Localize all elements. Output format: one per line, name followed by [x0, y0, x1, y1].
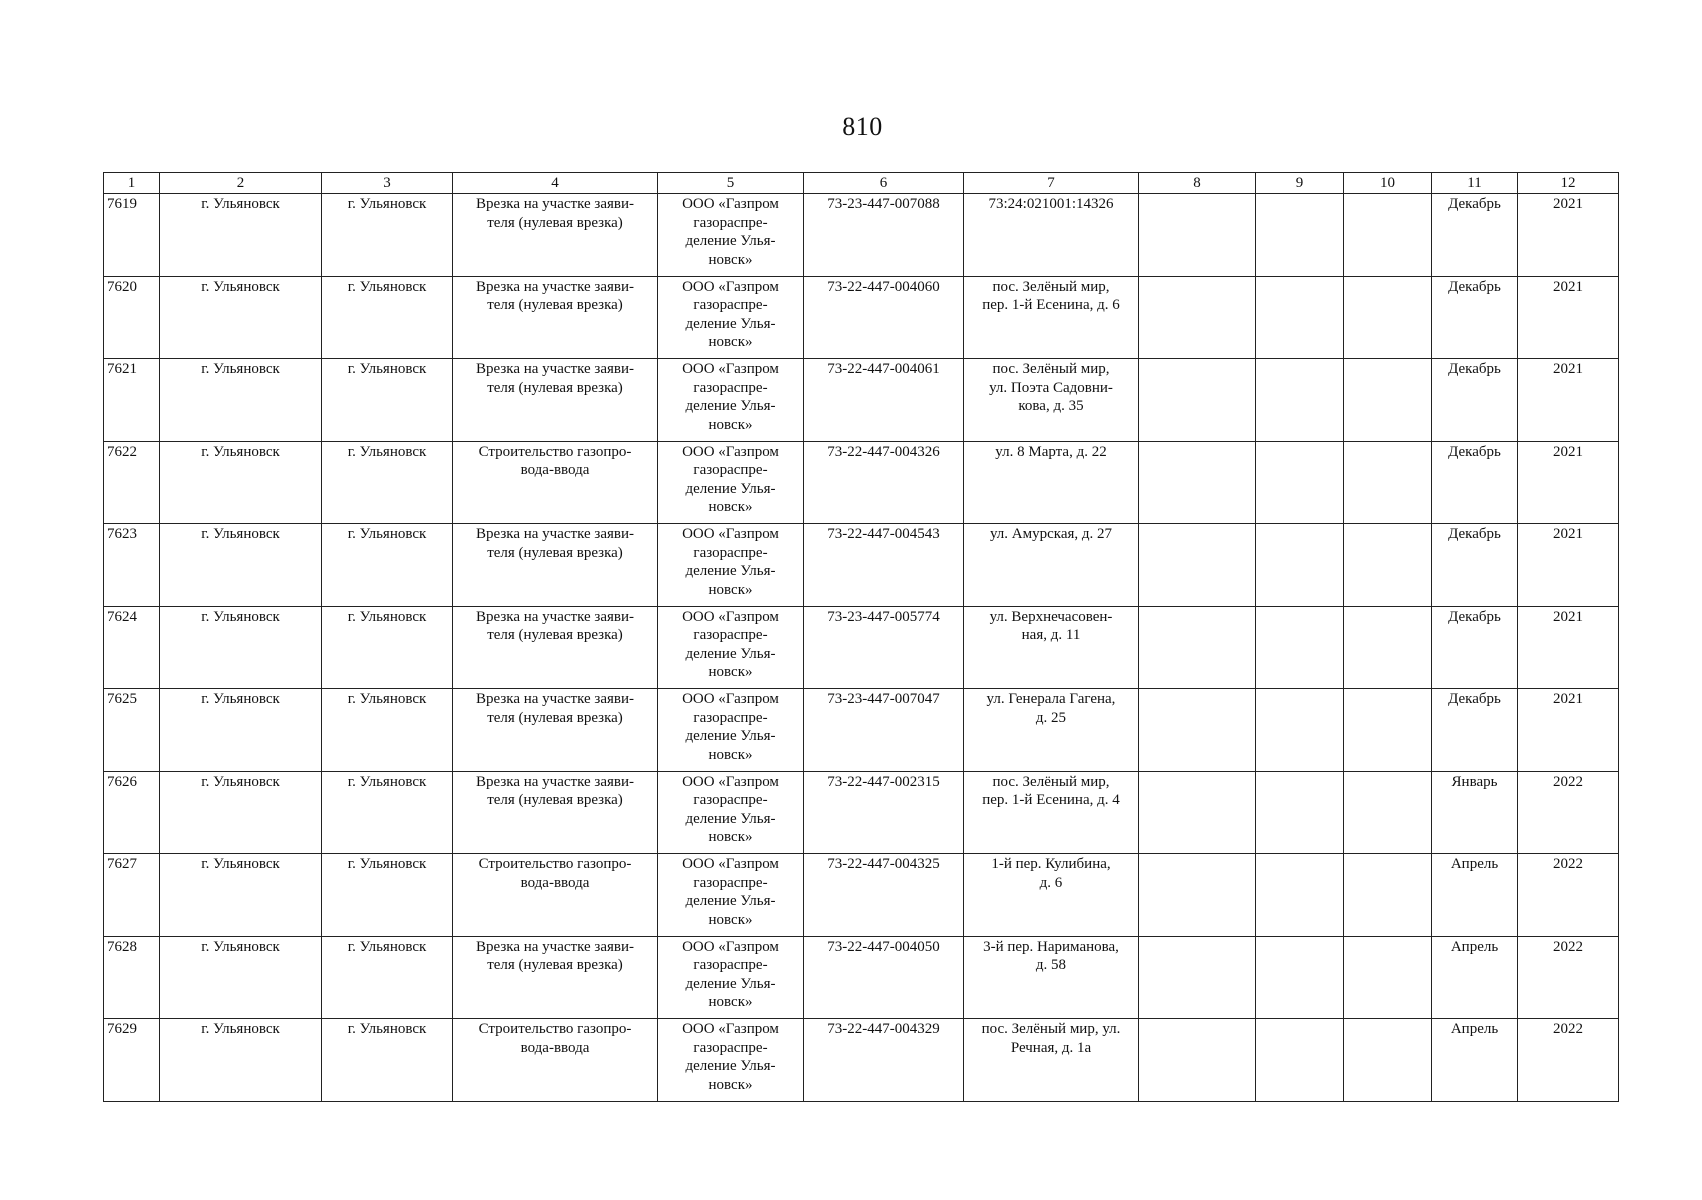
settlement-cell: г. Ульяновск [322, 276, 453, 359]
municipality-cell: г. Ульяновск [160, 276, 322, 359]
month-cell: Декабрь [1432, 359, 1518, 442]
settlement-cell: г. Ульяновск [322, 771, 453, 854]
address-cell: пос. Зелёный мир, ул. Поэта Садовни- кова, д. 35 [964, 359, 1139, 442]
year-cell: 2021 [1518, 276, 1619, 359]
work-type-cell: Строительство газопро- вода-ввода [453, 441, 658, 524]
column-header: 9 [1256, 173, 1344, 194]
table-row [104, 441, 1619, 524]
empty-cell [1256, 524, 1344, 607]
empty-cell [1139, 771, 1256, 854]
empty-cell [1344, 194, 1432, 277]
settlement-cell: г. Ульяновск [322, 359, 453, 442]
address-cell: ул. Генерала Гагена, д. 25 [964, 689, 1139, 772]
month-cell: Апрель [1432, 936, 1518, 1019]
table-row [104, 194, 1619, 277]
empty-cell [1139, 606, 1256, 689]
row-number: 7620 [104, 276, 160, 359]
year-cell: 2021 [1518, 524, 1619, 607]
empty-cell [1344, 936, 1432, 1019]
column-header: 2 [160, 173, 322, 194]
work-type-cell: Врезка на участке заяви- теля (нулевая врезка) [453, 194, 658, 277]
organization-cell: ООО «Газпром газораспре- деление Улья- новск» [658, 441, 804, 524]
row-number: 7621 [104, 359, 160, 442]
empty-cell [1344, 854, 1432, 937]
year-cell: 2022 [1518, 1019, 1619, 1102]
row-number: 7629 [104, 1019, 160, 1102]
year-cell: 2021 [1518, 441, 1619, 524]
application-number-cell: 73-23-447-005774 [804, 606, 964, 689]
empty-cell [1256, 359, 1344, 442]
municipality-cell: г. Ульяновск [160, 359, 322, 442]
application-number-cell: 73-22-447-004326 [804, 441, 964, 524]
empty-cell [1139, 276, 1256, 359]
row-number: 7625 [104, 689, 160, 772]
application-number-cell: 73-22-447-004050 [804, 936, 964, 1019]
settlement-cell: г. Ульяновск [322, 689, 453, 772]
empty-cell [1139, 854, 1256, 937]
work-type-cell: Врезка на участке заяви- теля (нулевая врезка) [453, 936, 658, 1019]
year-cell: 2021 [1518, 359, 1619, 442]
table-row [104, 359, 1619, 442]
application-number-cell: 73-22-447-004061 [804, 359, 964, 442]
municipality-cell: г. Ульяновск [160, 689, 322, 772]
empty-cell [1344, 524, 1432, 607]
application-number-cell: 73-22-447-004325 [804, 854, 964, 937]
month-cell: Январь [1432, 771, 1518, 854]
empty-cell [1256, 276, 1344, 359]
settlement-cell: г. Ульяновск [322, 606, 453, 689]
empty-cell [1139, 441, 1256, 524]
organization-cell: ООО «Газпром газораспре- деление Улья- новск» [658, 936, 804, 1019]
table-body [104, 194, 1619, 1102]
address-cell: пос. Зелёный мир, пер. 1-й Есенина, д. 4 [964, 771, 1139, 854]
table-row [104, 524, 1619, 607]
month-cell: Апрель [1432, 854, 1518, 937]
organization-cell: ООО «Газпром газораспре- деление Улья- новск» [658, 524, 804, 607]
municipality-cell: г. Ульяновск [160, 854, 322, 937]
column-header: 5 [658, 173, 804, 194]
table-row [104, 936, 1619, 1019]
work-type-cell: Врезка на участке заяви- теля (нулевая врезка) [453, 359, 658, 442]
empty-cell [1344, 359, 1432, 442]
address-cell: ул. 8 Марта, д. 22 [964, 441, 1139, 524]
work-type-cell: Врезка на участке заяви- теля (нулевая врезка) [453, 771, 658, 854]
year-cell: 2021 [1518, 194, 1619, 277]
work-type-cell: Строительство газопро- вода-ввода [453, 854, 658, 937]
column-header: 3 [322, 173, 453, 194]
address-cell: ул. Верхнечасовен- ная, д. 11 [964, 606, 1139, 689]
empty-cell [1344, 771, 1432, 854]
organization-cell: ООО «Газпром газораспре- деление Улья- новск» [658, 276, 804, 359]
application-number-cell: 73-22-447-002315 [804, 771, 964, 854]
column-header: 12 [1518, 173, 1619, 194]
empty-cell [1256, 194, 1344, 277]
row-number: 7624 [104, 606, 160, 689]
work-type-cell: Врезка на участке заяви- теля (нулевая врезка) [453, 276, 658, 359]
month-cell: Апрель [1432, 1019, 1518, 1102]
column-header: 7 [964, 173, 1139, 194]
table-row [104, 1019, 1619, 1102]
organization-cell: ООО «Газпром газораспре- деление Улья- новск» [658, 1019, 804, 1102]
application-number-cell: 73-23-447-007088 [804, 194, 964, 277]
row-number: 7627 [104, 854, 160, 937]
table-row [104, 606, 1619, 689]
address-cell: пос. Зелёный мир, пер. 1-й Есенина, д. 6 [964, 276, 1139, 359]
year-cell: 2022 [1518, 854, 1619, 937]
work-type-cell: Врезка на участке заяви- теля (нулевая врезка) [453, 524, 658, 607]
organization-cell: ООО «Газпром газораспре- деление Улья- новск» [658, 606, 804, 689]
empty-cell [1256, 606, 1344, 689]
organization-cell: ООО «Газпром газораспре- деление Улья- новск» [658, 771, 804, 854]
column-header: 8 [1139, 173, 1256, 194]
municipality-cell: г. Ульяновск [160, 1019, 322, 1102]
month-cell: Декабрь [1432, 689, 1518, 772]
settlement-cell: г. Ульяновск [322, 524, 453, 607]
month-cell: Декабрь [1432, 524, 1518, 607]
settlement-cell: г. Ульяновск [322, 441, 453, 524]
row-number: 7619 [104, 194, 160, 277]
application-number-cell: 73-22-447-004329 [804, 1019, 964, 1102]
address-cell: 1-й пер. Кулибина, д. 6 [964, 854, 1139, 937]
organization-cell: ООО «Газпром газораспре- деление Улья- новск» [658, 854, 804, 937]
work-type-cell: Врезка на участке заяви- теля (нулевая врезка) [453, 689, 658, 772]
address-cell: пос. Зелёный мир, ул. Речная, д. 1а [964, 1019, 1139, 1102]
year-cell: 2021 [1518, 606, 1619, 689]
column-header: 11 [1432, 173, 1518, 194]
municipality-cell: г. Ульяновск [160, 524, 322, 607]
empty-cell [1256, 771, 1344, 854]
empty-cell [1256, 936, 1344, 1019]
settlement-cell: г. Ульяновск [322, 854, 453, 937]
table-row [104, 276, 1619, 359]
settlement-cell: г. Ульяновск [322, 1019, 453, 1102]
address-cell: 3-й пер. Нариманова, д. 58 [964, 936, 1139, 1019]
empty-cell [1139, 194, 1256, 277]
year-cell: 2022 [1518, 936, 1619, 1019]
column-header: 4 [453, 173, 658, 194]
data-table [103, 172, 1619, 1102]
page-number: 810 [842, 112, 883, 141]
work-type-cell: Врезка на участке заяви- теля (нулевая врезка) [453, 606, 658, 689]
empty-cell [1344, 689, 1432, 772]
column-header: 1 [104, 173, 160, 194]
month-cell: Декабрь [1432, 194, 1518, 277]
organization-cell: ООО «Газпром газораспре- деление Улья- новск» [658, 194, 804, 277]
empty-cell [1344, 606, 1432, 689]
row-number: 7626 [104, 771, 160, 854]
address-cell: 73:24:021001:14326 [964, 194, 1139, 277]
month-cell: Декабрь [1432, 441, 1518, 524]
column-header: 10 [1344, 173, 1432, 194]
empty-cell [1139, 359, 1256, 442]
municipality-cell: г. Ульяновск [160, 194, 322, 277]
empty-cell [1256, 441, 1344, 524]
column-header: 6 [804, 173, 964, 194]
empty-cell [1139, 524, 1256, 607]
settlement-cell: г. Ульяновск [322, 936, 453, 1019]
empty-cell [1256, 1019, 1344, 1102]
empty-cell [1344, 1019, 1432, 1102]
row-number: 7622 [104, 441, 160, 524]
table-row [104, 689, 1619, 772]
table-row [104, 771, 1619, 854]
empty-cell [1344, 276, 1432, 359]
row-number: 7623 [104, 524, 160, 607]
year-cell: 2021 [1518, 689, 1619, 772]
settlement-cell: г. Ульяновск [322, 194, 453, 277]
empty-cell [1139, 936, 1256, 1019]
month-cell: Декабрь [1432, 606, 1518, 689]
column-number-row [104, 173, 1619, 194]
empty-cell [1256, 854, 1344, 937]
municipality-cell: г. Ульяновск [160, 606, 322, 689]
month-cell: Декабрь [1432, 276, 1518, 359]
municipality-cell: г. Ульяновск [160, 936, 322, 1019]
year-cell: 2022 [1518, 771, 1619, 854]
address-cell: ул. Амурская, д. 27 [964, 524, 1139, 607]
empty-cell [1139, 1019, 1256, 1102]
empty-cell [1256, 689, 1344, 772]
municipality-cell: г. Ульяновск [160, 441, 322, 524]
table-row [104, 854, 1619, 937]
application-number-cell: 73-23-447-007047 [804, 689, 964, 772]
row-number: 7628 [104, 936, 160, 1019]
empty-cell [1344, 441, 1432, 524]
empty-cell [1139, 689, 1256, 772]
organization-cell: ООО «Газпром газораспре- деление Улья- новск» [658, 359, 804, 442]
application-number-cell: 73-22-447-004543 [804, 524, 964, 607]
application-number-cell: 73-22-447-004060 [804, 276, 964, 359]
work-type-cell: Строительство газопро- вода-ввода [453, 1019, 658, 1102]
municipality-cell: г. Ульяновск [160, 771, 322, 854]
organization-cell: ООО «Газпром газораспре- деление Улья- новск» [658, 689, 804, 772]
